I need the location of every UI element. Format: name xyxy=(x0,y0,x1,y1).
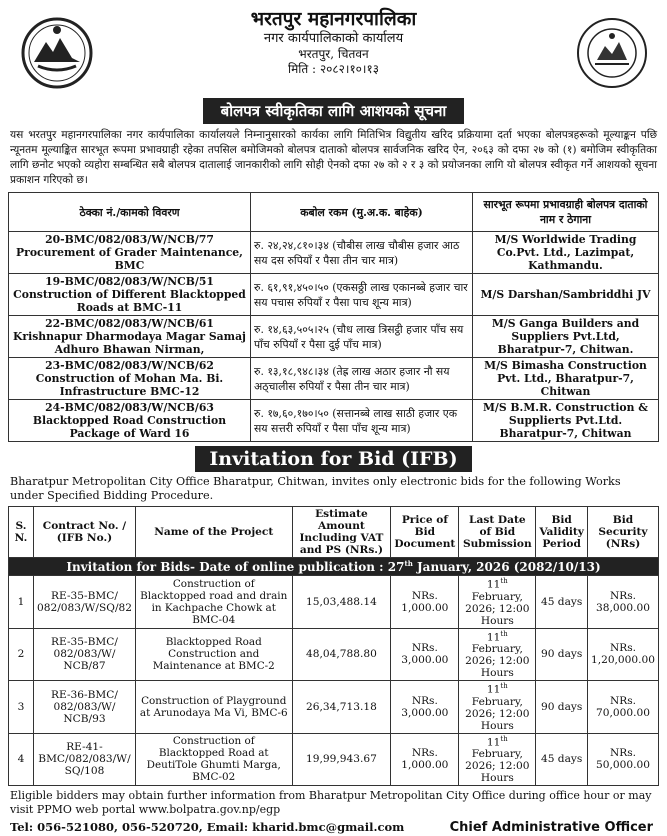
bid-project: Construction of Blacktopped road and drain in Kachpache Chowk at BMC-04 xyxy=(135,576,292,629)
award-amount: रु. १४,६३,५०५।२५ (चौध लाख त्रिसट्ठी हजार पाँच सय पाँच रुपियाँ र पैसा दुई पाँच मात्र) xyxy=(251,316,473,358)
notice-page xyxy=(0,8,667,835)
notice-date xyxy=(8,62,659,77)
table-row xyxy=(9,400,659,442)
date-rest: February, 2026; 12:00 Hours xyxy=(465,695,530,732)
award-amount: रु. १३,१८,९४८।३४ (तेह्र लाख अठार हजार नौ सय अठ्चालीस रुपियाँ र पैसा तीन चार मात्र) xyxy=(251,358,473,400)
award-header-amount: कबोल रकम (मु.अ.क. बाहेक) xyxy=(251,193,473,232)
bid-sn: 1 xyxy=(9,576,34,629)
award-header-row xyxy=(9,193,659,232)
table-row xyxy=(9,628,659,681)
bid-security: NRs. 50,000.00 xyxy=(587,733,658,786)
publication-banner xyxy=(9,558,659,576)
date-rest: February, 2026; 12:00 Hours xyxy=(465,590,530,627)
bid-price: NRs. 3,000.00 xyxy=(391,628,459,681)
bid-price: NRs. 1,000.00 xyxy=(391,733,459,786)
award-contract: 19-BMC/082/083/W/NCB/51 Construction of Different Blacktopped Roads at BMC-11 xyxy=(9,274,251,316)
ifb-title: Invitation for Bid (IFB) xyxy=(195,446,471,472)
award-amount: रु. १७,६०,१७०।५० (सत्तानब्बे लाख साठी हजार एक सय सत्तरी रुपियाँ र पैसा पाँच शून्य मात्र) xyxy=(251,400,473,442)
date-day: 11 xyxy=(486,736,501,749)
organization-name: भरतपुर महानगरपालिका xyxy=(250,8,417,30)
bid-estimate: 26,34,713.18 xyxy=(292,681,391,734)
bid-project: Blacktopped Road Construction and Maintenance at BMC-2 xyxy=(135,628,292,681)
signatory: Chief Administrative Officer xyxy=(449,820,653,836)
bid-header-project: Name of the Project xyxy=(135,507,292,558)
bid-project: Construction of Playground at Arunodaya Ma Vi, BMC-6 xyxy=(135,681,292,734)
date-sup: th xyxy=(500,577,508,585)
award-bidder: M/S Bimasha Construction Pvt. Ltd., Bharatpur-7, Chitwan xyxy=(473,358,659,400)
banner-prefix: Invitation for Bids- Date of online publication : 27 xyxy=(66,560,405,574)
banner-sup: th xyxy=(404,559,413,568)
bid-last-date xyxy=(459,628,536,681)
bid-security: NRs. 70,000.00 xyxy=(587,681,658,734)
publication-banner-row xyxy=(9,558,659,576)
bid-last-date xyxy=(459,576,536,629)
bid-sn: 4 xyxy=(9,733,34,786)
date-value: २०८२।१०।१३ xyxy=(319,62,379,76)
ifb-intro: Bharatpur Metropolitan City Office Bharatpur, Chitwan, invites only electronic bids for the following Works under Specified Bidding Procedure. xyxy=(10,475,621,502)
bid-last-date xyxy=(459,681,536,734)
bid-header-price: Price of Bid Document xyxy=(391,507,459,558)
date-day: 11 xyxy=(486,578,501,591)
bid-header-row xyxy=(9,507,659,558)
bid-estimate: 15,03,488.14 xyxy=(292,576,391,629)
award-contract: 20-BMC/082/083/W/NCB/77 Procurement of Grader Maintenance, BMC xyxy=(9,232,251,274)
letterhead xyxy=(8,8,659,96)
date-rest: February, 2026; 12:00 Hours xyxy=(465,643,530,680)
intent-notice-title: बोलपत्र स्वीकृतिका लागि आशयको सूचना xyxy=(203,98,465,124)
bid-header-contract: Contract No. / (IFB No.) xyxy=(33,507,135,558)
bid-header-validity: Bid Validity Period xyxy=(536,507,588,558)
award-bidder: M/S B.M.R. Construction & Supplierts Pvt.Ltd. Bharatpur-7, Chitwan xyxy=(473,400,659,442)
bid-validity: 45 days xyxy=(536,576,588,629)
table-row xyxy=(9,733,659,786)
bid-table xyxy=(8,506,659,786)
date-day: 11 xyxy=(486,683,501,696)
award-amount: रु. २४,२४,८१०।३४ (चौबीस लाख चौबीस हजार आठ सय दस रुपियाँ र पैसा तीन चार मात्र) xyxy=(251,232,473,274)
date-sup: th xyxy=(500,629,508,638)
bid-contract: RE-35-BMC/ 082/083/W/ NCB/87 xyxy=(33,628,135,681)
table-row xyxy=(9,232,659,274)
bid-contract: RE-41- BMC/082/083/W/ SQ/108 xyxy=(33,733,135,786)
award-bidder: M/S Ganga Builders and Suppliers Pvt.Ltd, Bharatpur-7, Chitwan. xyxy=(473,316,659,358)
bharatpur-metropolitan-seal xyxy=(575,16,649,90)
bid-contract: RE-36-BMC/ 082/083/W/ NCB/93 xyxy=(33,681,135,734)
table-row xyxy=(9,358,659,400)
bid-validity: 90 days xyxy=(536,681,588,734)
table-row xyxy=(9,681,659,734)
further-info-note: Eligible bidders may obtain further information from Bharatpur Metropolitan City Office during office hour or may visit PPMO web portal www.bolpatra.gov.np/egp xyxy=(10,789,652,817)
table-row xyxy=(9,316,659,358)
bid-estimate: 48,04,788.80 xyxy=(292,628,391,681)
office-location: भरतपुर, चितवन xyxy=(298,47,369,61)
contact-details: Tel: 056-521080, 056-520720, Email: kharid.bmc@gmail.com xyxy=(10,820,405,835)
table-row xyxy=(9,274,659,316)
award-contract: 23-BMC/082/083/W/NCB/62 Construction of Mohan Ma. Bi. Infrastructure BMC-12 xyxy=(9,358,251,400)
bid-header-date: Last Date of Bid Submission xyxy=(459,507,536,558)
bid-validity: 45 days xyxy=(536,733,588,786)
bid-sn: 3 xyxy=(9,681,34,734)
bid-project: Construction of Blacktopped Road at DeutiTole Ghumti Marga, BMC-02 xyxy=(135,733,292,786)
bid-security: NRs. 1,20,000.00 xyxy=(587,628,658,681)
award-amount: रु. ६१,९१,४५०।५० (एकसठ्ठी लाख एकानब्बे हजार चार सय पचास रुपियाँ र पैसा पाच शून्य मात्र) xyxy=(251,274,473,316)
date-sup: th xyxy=(500,682,508,691)
award-contract: 24-BMC/082/083/W/NCB/63 Blacktopped Road Construction Package of Ward 16 xyxy=(9,400,251,442)
award-bidder: M/S Darshan/Sambriddhi JV xyxy=(473,274,659,316)
date-day: 11 xyxy=(486,631,501,644)
office-name: नगर कार्यपालिकाको कार्यालय xyxy=(263,31,404,46)
bid-price: NRs. 1,000.00 xyxy=(391,576,459,629)
award-header-bidder: सारभूत रूपमा प्रभावग्राही बोलपत्र दाताको नाम र ठेगाना xyxy=(473,193,659,232)
bid-last-date xyxy=(459,733,536,786)
nepal-emblem-logo xyxy=(20,16,94,90)
award-header-contract: ठेक्का नं./कामको विवरण xyxy=(9,193,251,232)
bid-contract: RE-35-BMC/ 082/083/W/SQ/82 xyxy=(33,576,135,629)
bid-header-estimate: Estimate Amount Including VAT and PS (NRs.) xyxy=(292,507,391,558)
bid-estimate: 19,99,943.67 xyxy=(292,733,391,786)
date-rest: February, 2026; 12:00 Hours xyxy=(465,748,530,785)
bid-sn: 2 xyxy=(9,628,34,681)
bid-header-sn: S. N. xyxy=(9,507,34,558)
bid-security: NRs. 38,000.00 xyxy=(587,576,658,629)
table-row xyxy=(9,576,659,629)
contact-footer xyxy=(10,820,657,836)
award-table xyxy=(8,192,659,442)
award-bidder: M/S Worldwide Trading Co.Pvt. Ltd., Lazimpat, Kathmandu. xyxy=(473,232,659,274)
date-label: मिति : xyxy=(288,62,317,76)
bid-price: NRs. 3,000.00 xyxy=(391,681,459,734)
date-sup: th xyxy=(500,734,508,743)
bid-header-security: Bid Security (NRs) xyxy=(587,507,658,558)
banner-suffix: January, 2026 (2082/10/13) xyxy=(412,560,601,574)
bid-validity: 90 days xyxy=(536,628,588,681)
award-contract: 22-BMC/082/083/W/NCB/61 Krishnapur Dharmodaya Magar Samaj Adhuro Bhawan Nirman, xyxy=(9,316,251,358)
intent-notice-paragraph: यस भरतपुर महानगरपालिका नगर कार्यपालिका कार्यालयले निम्नानुसारको कार्यका लागि मितिभित्र विद्युतीय खरिद प्रक्रियामा दर्ता भएका बोलपत्रहरूको मूल्याङ्कन पछि न्यूनतम मूल्याङ्कित सारभूत रूपमा प्रभावग्राही रहेका तपसिल बमोजिमको बोलपत्र दाताको बोलपत्र सार्वजनिक खरिद ऐन, २०६३ को दफा २७ को (१) बमोजिम स्वीकृतिका लागि छनोट भएको व्यहोरा सम्बन्धित सबै बोलपत्र दातालाई जानकारीको लागि सोही ऐनको दफा २७ को २ र ३ को प्रयोजनका लागि यो बोलपत्र स्वीकृत गर्ने आशयको सूचना प्रकाशन गरिएको छ। xyxy=(10,129,657,186)
